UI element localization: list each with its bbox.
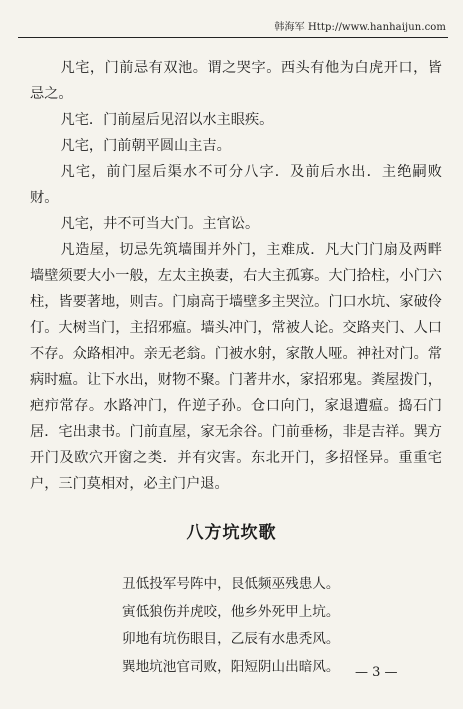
paragraph: 凡宅．门前屋后见沼以水主眼疾。 [60,112,274,128]
paragraph: 凡造屋，切忌先筑墙围并外门，主难成．凡大门门扇及两畔墙壁须要大小一般，左太主换妻，右大主孤寡。大门拾柱，小门六柱，皆要著地，则吉。门扇高于墙壁多主哭泣。门口水坑、家破伶仃。大树当门，主招邪瘟。墙头冲门，常被人论。交路夹门、人口不存。众路相冲。亲无老翁。门被水射，家散人哑。神社对门。常病时瘟。让下水出，财物不聚。门著井水，家招邪鬼。粪屋拨门，疤疖常存。水路冲门，仵逆子孙。仓口向门，家退遭瘟。捣石门居．宅出隶书。门前直屋，家无余谷。门前垂杨，非是吉祥。巽方开门及欧穴开窗之类．并有灾害。东北开门，多招怪异。重重宅户，三门莫相对，必主门户退。 [30,242,442,492]
paragraph: 凡宅，门前朝平圆山主吉。 [60,138,231,154]
page-number: — 3 — [355,665,398,680]
poem-line: 寅低狼伤并虎咬，他乡外死甲上坑。 [122,603,340,620]
poem [122,571,382,681]
header-rule [18,37,448,38]
paragraph: 凡宅，前门屋后渠水不可分八字．及前后水出．主绝嗣败财。 [30,164,442,206]
paragraph: 凡宅，井不可当大门。主官讼。 [60,216,260,232]
poem-line: 卯地有坑伤眼目，乙辰有水患秃风。 [122,631,340,647]
running-head: 韩海军 Http://www.hanhaijun.com [274,22,446,33]
section-title: 八方坑坎歌 [186,523,277,543]
paragraph: 凡宅，门前忌有双池。谓之哭字。西头有他为白虎开口，皆忌之。 [30,60,442,102]
poem-line: 巽地坑池官司败，阳短阴山出暗风。 [122,658,340,675]
poem-line: 丑低投军号阵中，艮低频巫残患人。 [122,576,340,592]
body-text [30,55,442,497]
